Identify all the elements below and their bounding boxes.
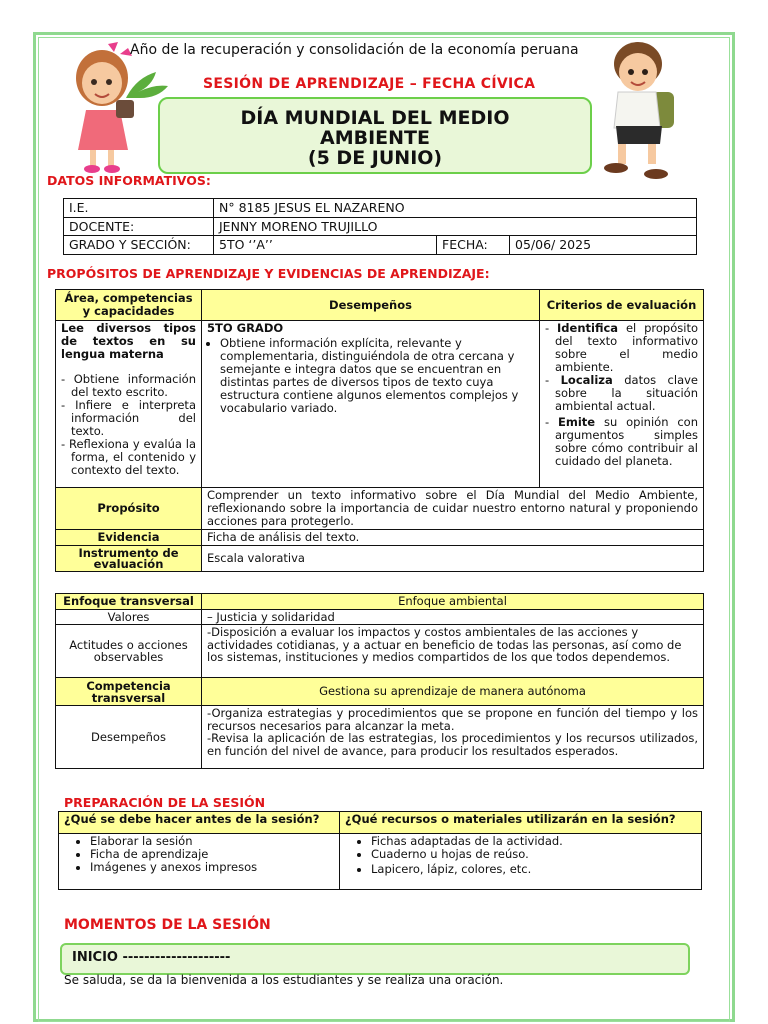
criterio-item: - Identifica el propósito del texto informativo sobre el medio ambiente.: [545, 321, 698, 374]
desempenos-transversal-value: [202, 706, 704, 769]
col-area: Área, competencias y capacidades: [56, 290, 202, 321]
recurso-item: • Cuaderno u hojas de reúso.: [371, 848, 696, 861]
actitudes-label: Actitudes o acciones observables: [56, 625, 202, 678]
recursos-list: [345, 835, 696, 876]
datos-heading: DATOS INFORMATIVOS:: [47, 173, 211, 188]
capacidades-list: [61, 373, 196, 477]
antes-list: [64, 835, 334, 874]
desempeno-transversal-1: -Organiza estrategias y procedimientos que se propone en función del tiempo y los recursos necesarios para alcanzar la meta.: [207, 706, 698, 733]
valores-label: Valores: [56, 609, 202, 625]
competencia-text: Lee diversos tipos de textos en su lengua materna: [61, 321, 196, 361]
criterios-list: [545, 322, 698, 468]
momentos-heading: MOMENTOS DE LA SESIÓN: [64, 917, 271, 933]
capacidad-item: - Infiere e interpreta información del texto.: [61, 398, 196, 438]
antes-item: • Imágenes y anexos impresos: [90, 861, 334, 874]
desempeno-cell: [202, 321, 540, 488]
recurso-item: • Fichas adaptadas de la actividad.: [371, 835, 696, 848]
inicio-box: [60, 943, 690, 975]
enfoque-label: Enfoque transversal: [56, 594, 202, 610]
evidencia-label: Evidencia: [56, 530, 202, 546]
session-title-line3: (5 DE JUNIO): [307, 147, 443, 169]
competencia-transversal-value: Gestiona su aprendizaje de manera autónoma: [202, 678, 704, 706]
fecha-value: 05/06/ 2025: [510, 236, 697, 255]
desempeno-item: • Obtiene información explícita, relevante y complementaria, distinguiéndola de otra cercana y semejante e integra datos que se encuentran en distintas partes de diversos tipos de texto cuya estructura contiene algunos elementos complejos y vocabulario variado.: [220, 337, 534, 415]
col-desempenos: Desempeños: [202, 290, 540, 321]
col-antes: ¿Qué se debe hacer antes de la sesión?: [59, 812, 340, 834]
propositos-table: [55, 289, 704, 572]
recurso-item: • Lapicero, lápiz, colores, etc.: [371, 863, 696, 876]
session-title-box: [158, 97, 592, 174]
evidencia-value: Ficha de análisis del texto.: [202, 530, 704, 546]
year-title: Año de la recuperación y consolidación de la economía peruana: [130, 42, 579, 58]
grado-value: 5TO ‘’A’’: [214, 236, 437, 255]
grado-label: GRADO Y SECCIÓN:: [64, 236, 214, 255]
col-criterios: Criterios de evaluación: [540, 290, 704, 321]
propositos-heading: PROPÓSITOS DE APRENDIZAJE Y EVIDENCIAS DE APRENDIZAJE:: [47, 266, 490, 281]
proposito-label: Propósito: [56, 488, 202, 530]
capacidad-item: - Reflexiona y evalúa la forma, el contenido y contexto del texto.: [61, 437, 196, 477]
col-recursos: ¿Qué recursos o materiales utilizarán en la sesión?: [340, 812, 702, 834]
desempenos-transversal-label: Desempeños: [56, 706, 202, 769]
datos-table: [63, 198, 697, 255]
fecha-label: FECHA:: [437, 236, 510, 255]
desempeno-list: [207, 337, 534, 415]
boy-illustration: [588, 34, 688, 184]
preparacion-table: [58, 811, 702, 890]
recursos-cell: [340, 834, 702, 890]
criterio-item: - Emite su opinión con argumentos simples sobre cómo contribuir al cuidado del planeta.: [545, 415, 698, 468]
greeting-text: Se saluda, se da la bienvenida a los estudiantes y se realiza una oración.: [64, 973, 504, 987]
capacidad-item: - Obtiene información del texto escrito.: [61, 372, 196, 399]
enfoque-value: Enfoque ambiental: [202, 594, 704, 610]
criterio-item: - Localiza datos clave sobre la situación ambiental actual.: [545, 373, 698, 413]
instrumento-value: Escala valorativa: [202, 546, 704, 572]
competencia-transversal-label: Competencia transversal: [56, 678, 202, 706]
ie-value: N° 8185 JESUS EL NAZARENO: [214, 199, 697, 218]
proposito-value: Comprender un texto informativo sobre el Día Mundial del Medio Ambiente, reflexionando sobre la importancia de cuidar nuestro entorno natural y proponiendo acciones para protegerlo.: [202, 488, 704, 530]
grado-heading: 5TO GRADO: [207, 321, 284, 335]
docente-value: JENNY MORENO TRUJILLO: [214, 217, 697, 236]
instrumento-label: Instrumento de evaluación: [56, 546, 202, 572]
enfoque-table: [55, 593, 704, 769]
area-cell: [56, 321, 202, 488]
valores-value: – Justicia y solidaridad: [202, 609, 704, 625]
desempeno-transversal-2: -Revisa la aplicación de las estrategias, los procedimientos y los recursos utilizados, en función del nivel de avance, para producir los resultados esperados.: [207, 731, 698, 758]
antes-cell: [59, 834, 340, 890]
session-title-line1: DÍA MUNDIAL DEL MEDIO: [240, 107, 510, 129]
inicio-label: INICIO --------------------: [72, 950, 231, 965]
criterios-cell: [540, 321, 704, 488]
session-title-line2: AMBIENTE: [320, 127, 430, 149]
actitudes-value: -Disposición a evaluar los impactos y costos ambientales de las acciones y actividades cotidianas, y a actuar en beneficio de todas las personas, así como de los sistemas, instituciones y medios compartidos de los que todos dependemos.: [202, 625, 704, 678]
session-type: SESIÓN DE APRENDIZAJE – FECHA CÍVICA: [203, 76, 536, 92]
antes-item: • Elaborar la sesión: [90, 835, 334, 848]
docente-label: DOCENTE:: [64, 217, 214, 236]
preparacion-heading: PREPARACIÓN DE LA SESIÓN: [64, 795, 266, 810]
ie-label: I.E.: [64, 199, 214, 218]
antes-item: • Ficha de aprendizaje: [90, 848, 334, 861]
